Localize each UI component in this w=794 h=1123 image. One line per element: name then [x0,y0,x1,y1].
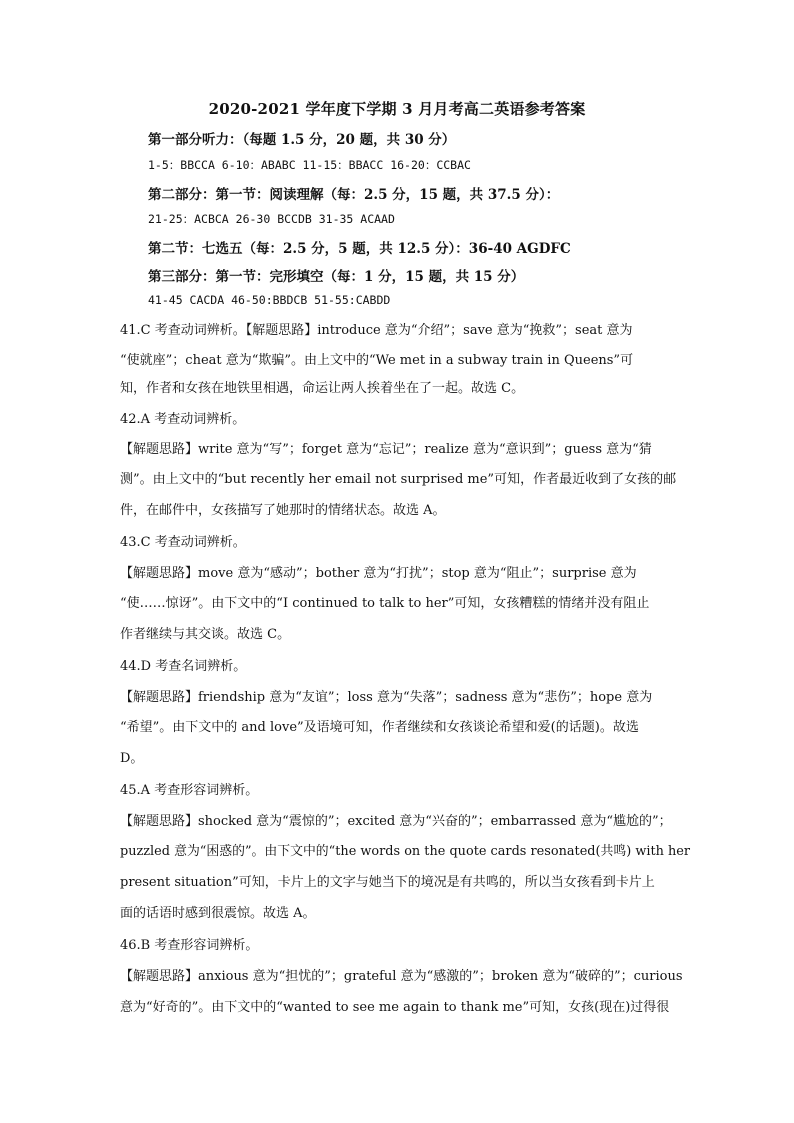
item-41-line-2: “使就座”；cheat 意为“欺骗”。由上文中的“We met in a subway train in Queens”可 [120,353,634,368]
item-45-line-3: present situation”可知，卡片上的文字与她当下的境况是有共鸣的，所以当女孩看到卡片上 [120,875,655,890]
part2-heading: 第二部分：第一节：阅读理解（每：2.5 分，15 题，共 37.5 分）： [148,187,560,203]
item-42-line-2: 测”。由上文中的“but recently her email not surprised me”可知，作者最近收到了女孩的邮 [120,472,677,487]
item-43-line-2: “使……惊讶”。由下文中的“I continued to talk to her”可知，女孩糟糕的情绪并没有阻止 [120,596,650,611]
item-44-line-2: “希望”。由下文中的 and love”及语境可知，作者继续和女孩谈论希望和爱(的话题)。故选 [120,720,639,735]
item-44-heading: 44.D 考查名词辨析。 [120,659,247,674]
item-45-line-1: 【解题思路】shocked 意为“震惊的”；excited 意为“兴奋的”；embarrassed 意为“尴尬的”； [120,814,672,829]
item-46-heading: 46.B 考查形容词辨析。 [120,938,259,953]
part2-answers: 21-25：ACBCA 26-30 BCCDB 31-35 ACAAD [148,212,395,226]
item-45-heading: 45.A 考查形容词辨析。 [120,783,259,798]
item-41-line-1: 41.C 考查动词辨析。【解题思路】introduce 意为“介绍”；save 意为“挽救”；seat 意为 [120,323,633,338]
part3-answers: 41-45 CACDA 46-50:BBDCB 51-55:CABDD [148,293,391,307]
item-46-line-1: 【解题思路】anxious 意为“担忧的”；grateful 意为“感激的”；broken 意为“破碎的”；curious [120,969,683,984]
part1-heading: 第一部分听力：（每题 1.5 分，20 题，共 30 分） [148,132,456,148]
item-43-line-1: 【解题思路】move 意为“感动”；bother 意为“打扰”；stop 意为“阻止”；surprise 意为 [120,566,637,581]
part1-answers: 1-5：BBCCA 6-10：ABABC 11-15：BBACC 16-20：CCBAC [148,158,471,172]
part2-section2-heading: 第二节：七选五（每：2.5 分，5 题，共 12.5 分）：36-40 AGDFC [148,241,571,257]
item-42-line-1: 【解题思路】write 意为“写”；forget 意为“忘记”；realize 意为“意识到”；guess 意为“猜 [120,442,652,457]
item-46-line-2: 意为“好奇的”。由下文中的“wanted to see me again to thank me”可知，女孩(现在)过得很 [120,1000,670,1015]
item-41-line-3: 知，作者和女孩在地铁里相遇，命运让两人挨着坐在了一起。故选 C。 [120,381,525,396]
page-title: 2020-2021 学年度下学期 3 月月考高二英语参考答案 [208,100,586,118]
item-42-line-3: 件，在邮件中，女孩描写了她那时的情绪状态。故选 A。 [120,503,446,518]
item-43-heading: 43.C 考查动词辨析。 [120,535,246,550]
item-45-line-4: 面的话语时感到很震惊。故选 A。 [120,906,316,921]
item-42-heading: 42.A 考查动词辨析。 [120,412,246,427]
item-45-line-2: puzzled 意为“困惑的”。由下文中的“the words on the quote cards resonated(共鸣) with her [120,844,691,859]
item-44-line-3: D。 [120,751,144,766]
item-43-line-3: 作者继续与其交谈。故选 C。 [120,627,291,642]
item-44-line-1: 【解题思路】friendship 意为“友谊”；loss 意为“失落”；sadness 意为“悲伤”；hope 意为 [120,690,653,705]
part3-heading: 第三部分：第一节：完形填空（每：1 分，15 题，共 15 分） [148,269,525,285]
